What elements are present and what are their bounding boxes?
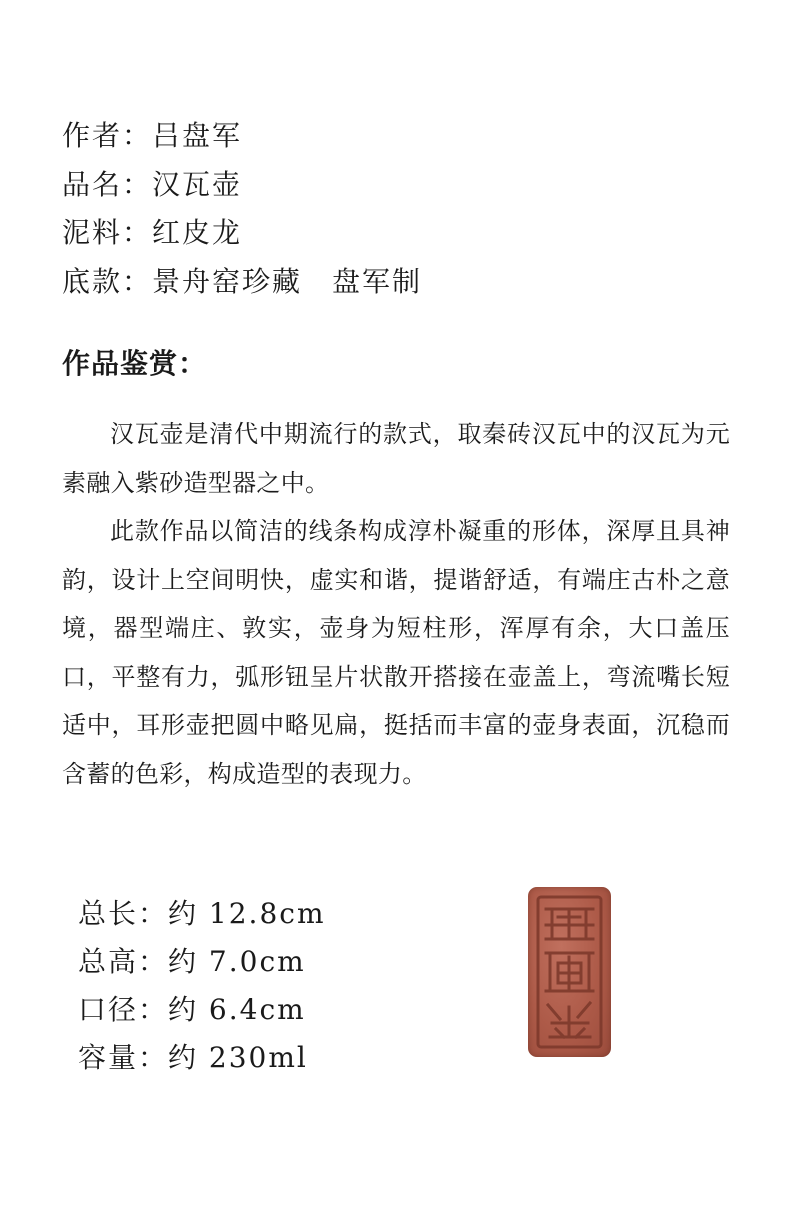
dim-value: 约 12.8cm xyxy=(168,897,326,930)
dim-label: 总长： xyxy=(78,897,169,930)
appreciation-text xyxy=(62,410,730,798)
info-row-mark xyxy=(62,258,742,307)
seal-stamp-icon xyxy=(528,887,611,1057)
info-label: 底款： xyxy=(62,264,153,298)
description-paragraph: 汉瓦壶是清代中期流行的款式，取秦砖汉瓦中的汉瓦为元素融入紫砂造型器之中。 xyxy=(62,420,730,497)
info-value: 吕盘军 xyxy=(152,119,243,152)
info-row-author xyxy=(62,112,742,161)
dim-row-capacity xyxy=(78,1034,498,1082)
dim-row-length xyxy=(78,890,498,938)
seal-glyph-icon xyxy=(528,887,611,1057)
info-label: 作者： xyxy=(62,119,153,152)
dim-row-diameter xyxy=(78,986,498,1034)
dim-row-height xyxy=(78,938,498,986)
dim-label: 容量： xyxy=(78,1041,169,1074)
description-paragraph: 此款作品以简洁的线条构成淳朴凝重的形体，深厚且具神韵，设计上空间明快，虚实和谐，提谐舒适，有端庄古朴之意境，器型端庄、敦实，壶身为短柱形，浑厚有余，大口盖压口，平整有力，弧形钮呈片状散开搭接在壶盖上，弯流嘴长短适中，耳形壶把圆中略见扁，挺括而丰富的壶身表面，沉稳而含蓄的色彩，构成造型的表现力。 xyxy=(62,517,730,788)
info-value: 红皮龙 xyxy=(152,216,243,249)
dim-label: 口径： xyxy=(78,993,169,1026)
dim-value: 约 6.4cm xyxy=(168,993,306,1026)
info-label: 品名： xyxy=(62,167,153,201)
info-label: 泥料： xyxy=(62,216,153,249)
product-info xyxy=(62,112,742,306)
info-row-name xyxy=(62,161,742,210)
info-row-clay xyxy=(62,209,742,258)
dim-value: 约 230ml xyxy=(168,1041,308,1074)
info-value: 景舟窑珍藏 盘军制 xyxy=(152,264,423,298)
appreciation-title: 作品鉴赏： xyxy=(62,347,208,380)
dim-label: 总高： xyxy=(78,945,169,978)
dimensions xyxy=(78,890,498,1082)
info-value: 汉瓦壶 xyxy=(152,167,243,201)
dim-value: 约 7.0cm xyxy=(168,945,306,978)
